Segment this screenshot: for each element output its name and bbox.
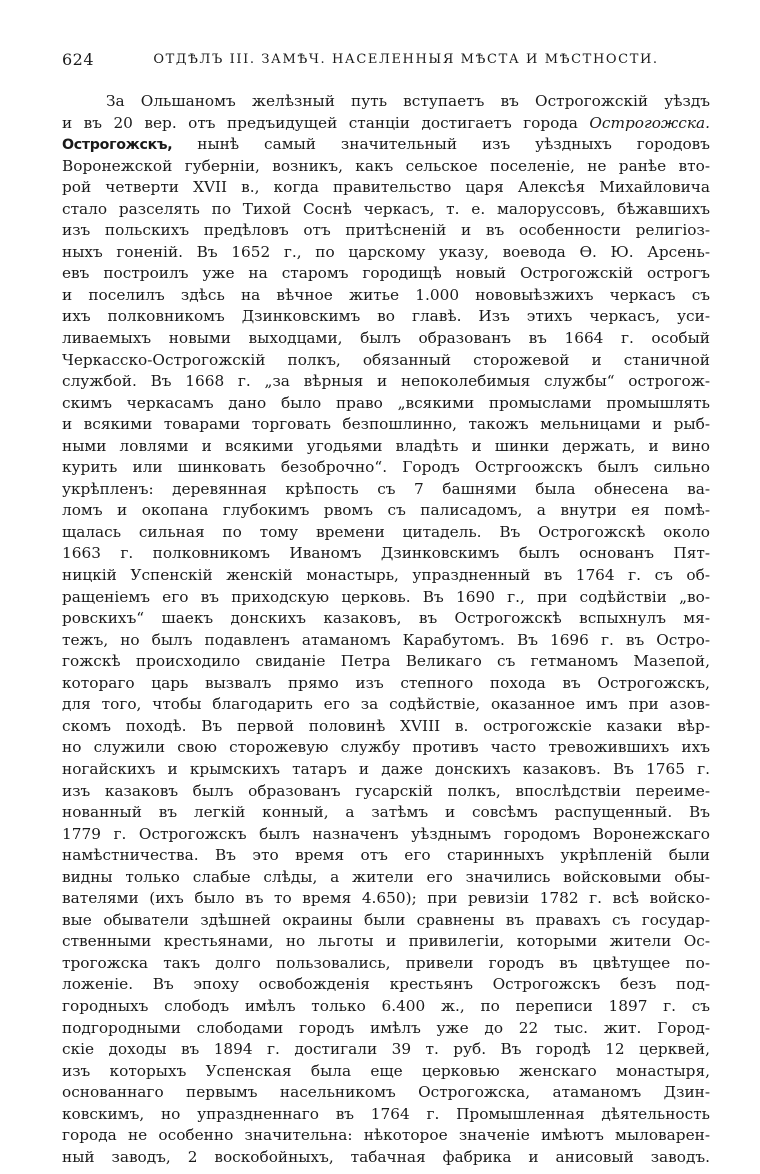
running-head: ОТДѢЛЪ III. ЗАМѢЧ. НАСЕЛЕННЫЯ МѢСТА И МѢСТНОСТИ.: [153, 52, 659, 67]
text-line: [62, 716, 710, 738]
line-text: изъ польскихъ предѣловъ отъ притѣсненій и въ особенности религіоз-: [62, 221, 710, 240]
line-text: и поселилъ здѣсь на вѣчное житье 1.000 нововыѣзжихъ черкасъ съ: [62, 285, 710, 304]
text-line: [62, 608, 710, 630]
text-line: [62, 113, 710, 135]
text-line: [62, 177, 710, 199]
line-text: курить или шинковать безоброчно“. Городъ Остргоожскъ былъ сильно: [62, 458, 710, 477]
text-line: [62, 630, 710, 652]
line-text: ломъ и окопана глубокимъ рвомъ съ палисадомъ, а внутри ея помѣ-: [62, 501, 710, 520]
line-text: ихъ полковникомъ Дзинковскимъ во главѣ. Изъ этихъ черкасъ, уси-: [62, 307, 710, 326]
text-line: [62, 436, 710, 458]
bold-term: Острогожскъ,: [62, 137, 173, 154]
text-line: [62, 1082, 710, 1104]
text-line: [62, 500, 710, 522]
line-text: евъ построилъ уже на старомъ городищѣ новый Острогожскій острогъ: [62, 264, 710, 283]
line-text: вателями (ихъ было въ то время 4.650); при ревизіи 1782 г. всѣ войско-: [62, 889, 710, 908]
text-line: [62, 673, 710, 695]
line-text: ковскимъ, но упраздненнаго въ 1764 г. Промышленная дѣятельность: [62, 1104, 710, 1123]
text-line: [62, 565, 710, 587]
line-text: ственными крестьянами, но льготы и привилегіи, которыми жители Ос-: [62, 932, 710, 951]
line-text: и всякими товарами торговать безпошлинно, такожъ мельницами и рыб-: [62, 415, 710, 434]
text-line: [62, 1125, 710, 1147]
line-text: ливаемыхъ новыми выходцами, былъ образованъ въ 1664 г. особый: [62, 329, 710, 348]
body-text: [62, 91, 710, 1168]
text-line: [62, 737, 710, 759]
line-text: стало разселять по Тихой Соснѣ черкасъ, т. е. малоруссовъ, бѣжавшихъ: [62, 199, 710, 218]
line-text: ровскихъ“ шаекъ донскихъ казаковъ, въ Острогожскѣ вспыхнулъ мя-: [62, 609, 710, 628]
text-line: [62, 522, 710, 544]
line-text: нованный въ легкій конный, а затѣмъ и совсѣмъ распущенный. Въ: [62, 803, 710, 822]
text-line: [62, 91, 710, 113]
page-header: [62, 50, 710, 72]
line-text: ницкій Успенскій женскій монастырь, упраздненный въ 1764 г. съ об-: [62, 566, 710, 585]
text-line: [62, 1104, 710, 1126]
line-text: ный заводъ, 2 воскобойныхъ, табачная фабрика и анисовый заводъ.: [62, 1147, 710, 1166]
line-text: видны только слабые слѣды, а жители его значились войсковыми обы-: [62, 867, 710, 886]
text-line: [62, 867, 710, 889]
line-text: службой. Въ 1668 г. „за вѣрныя и непоколебимыя службы“ острогож-: [62, 372, 710, 391]
text-line: [62, 479, 710, 501]
line-text: ными ловлями и всякими угодьями владѣть и шинки держать, и вино: [62, 436, 710, 455]
text-line: [62, 1039, 710, 1061]
line-text: скимъ черкасамъ дано было право „всякими промыслами промышлять: [62, 393, 710, 412]
text-line: [62, 1018, 710, 1040]
line-text: и въ 20 вер. отъ предъидущей станціи достигаетъ города: [62, 113, 590, 132]
line-text: для того, чтобы благодарить его за содѣйствіе, оказанное имъ при азов-: [62, 695, 710, 714]
line-text: но служили свою сторожевую службу противъ часто тревожившихъ ихъ: [62, 738, 710, 757]
line-text: изъ казаковъ былъ образованъ гусарскій полкъ, впослѣдствіи переиме-: [62, 781, 710, 800]
line-text: нынѣ самый значительный изъ уѣздныхъ городовъ: [172, 135, 710, 154]
text-line: [62, 802, 710, 824]
text-line: [62, 694, 710, 716]
text-line: [62, 845, 710, 867]
text-line: [62, 285, 710, 307]
text-line: [62, 263, 710, 285]
text-line: [62, 457, 710, 479]
text-line: [62, 587, 710, 609]
text-line: [62, 974, 710, 996]
text-line: [62, 199, 710, 221]
line-text: трогожска такъ долго пользовались, привели городъ въ цвѣтущее по-: [62, 953, 710, 972]
text-line: [62, 328, 710, 350]
text-line: [62, 306, 710, 328]
line-text: Черкасско-Острогожскій полкъ, обязанный сторожевой и станичной: [62, 350, 710, 369]
line-text: вые обыватели здѣшней окраины были сравнены въ правахъ съ государ-: [62, 910, 710, 929]
line-text: Воронежской губерніи, возникъ, какъ сельское поселеніе, не ранѣе вто-: [62, 156, 710, 175]
text-line: [62, 910, 710, 932]
line-text: ложеніе. Въ эпоху освобожденія крестьянъ Острогожскъ безъ под-: [62, 975, 710, 994]
line-text: ращеніемъ его въ приходскую церковь. Въ 1690 г., при содѣйствіи „во-: [62, 587, 710, 606]
text-line: [62, 824, 710, 846]
line-text: укрѣпленъ: деревянная крѣпость съ 7 башнями была обнесена ва-: [62, 479, 710, 498]
text-line: [62, 350, 710, 372]
text-line: [62, 220, 710, 242]
line-text: 1663 г. полковникомъ Иваномъ Дзинковскимъ былъ основанъ Пят-: [62, 544, 710, 563]
line-text: котораго царь вызвалъ прямо изъ степного похода въ Острогожскъ,: [62, 673, 710, 692]
line-text: гожскѣ происходило свиданіе Петра Великаго съ гетманомъ Мазепой,: [62, 652, 710, 671]
text-line: [62, 996, 710, 1018]
text-line: [62, 651, 710, 673]
line-text: изъ которыхъ Успенская была еще церковью женскаго монастыря,: [62, 1061, 710, 1080]
text-line: [62, 134, 710, 156]
line-text: щалась сильная по тому времени цитадель. Въ Острогожскѣ около: [62, 522, 710, 541]
line-text: городныхъ слободъ имѣлъ только 6.400 ж., по переписи 1897 г. съ: [62, 996, 710, 1015]
text-line: [62, 393, 710, 415]
text-line: [62, 414, 710, 436]
text-line: [62, 888, 710, 910]
text-line: [62, 1061, 710, 1083]
italic-term: Острогожска.: [589, 113, 710, 132]
page-number: 624: [62, 50, 95, 69]
line-text: ногайскихъ и крымскихъ татаръ и даже донскихъ казаковъ. Въ 1765 г.: [62, 759, 710, 778]
text-line: [62, 759, 710, 781]
text-line: [62, 242, 710, 264]
text-line: [62, 781, 710, 803]
line-text: рой четверти XVII в., когда правительство царя Алексѣя Михайловича: [62, 178, 710, 197]
line-text: подгородными слободами городъ имѣлъ уже до 22 тыс. жит. Город-: [62, 1018, 710, 1037]
line-text: За Ольшаномъ желѣзный путь вступаетъ въ Острогожскій уѣздъ: [106, 92, 710, 110]
line-text: намѣстничества. Въ это время отъ его старинныхъ укрѣпленій были: [62, 846, 710, 865]
text-line: [62, 371, 710, 393]
text-line: [62, 931, 710, 953]
line-text: скіе доходы въ 1894 г. достигали 39 т. руб. Въ городѣ 12 церквей,: [62, 1040, 710, 1059]
text-line: [62, 1147, 710, 1169]
text-line: [62, 156, 710, 178]
text-line: [62, 953, 710, 975]
line-text: основаннаго первымъ насельникомъ Острогожска, атаманомъ Дзин-: [62, 1083, 710, 1102]
line-text: ныхъ гоненій. Въ 1652 г., по царскому указу, воевода Ѳ. Ю. Арсень-: [62, 242, 710, 261]
text-line: [62, 543, 710, 565]
line-text: города не особенно значительна: нѣкоторое значеніе имѣютъ мыловарен-: [62, 1126, 710, 1145]
line-text: скомъ походѣ. Въ первой половинѣ XVIII в. острогожскіе казаки вѣр-: [62, 716, 710, 735]
line-text: 1779 г. Острогожскъ былъ назначенъ уѣзднымъ городомъ Воронежскаго: [62, 824, 710, 843]
line-text: тежъ, но былъ подавленъ атаманомъ Карабутомъ. Въ 1696 г. въ Остро-: [62, 630, 710, 649]
